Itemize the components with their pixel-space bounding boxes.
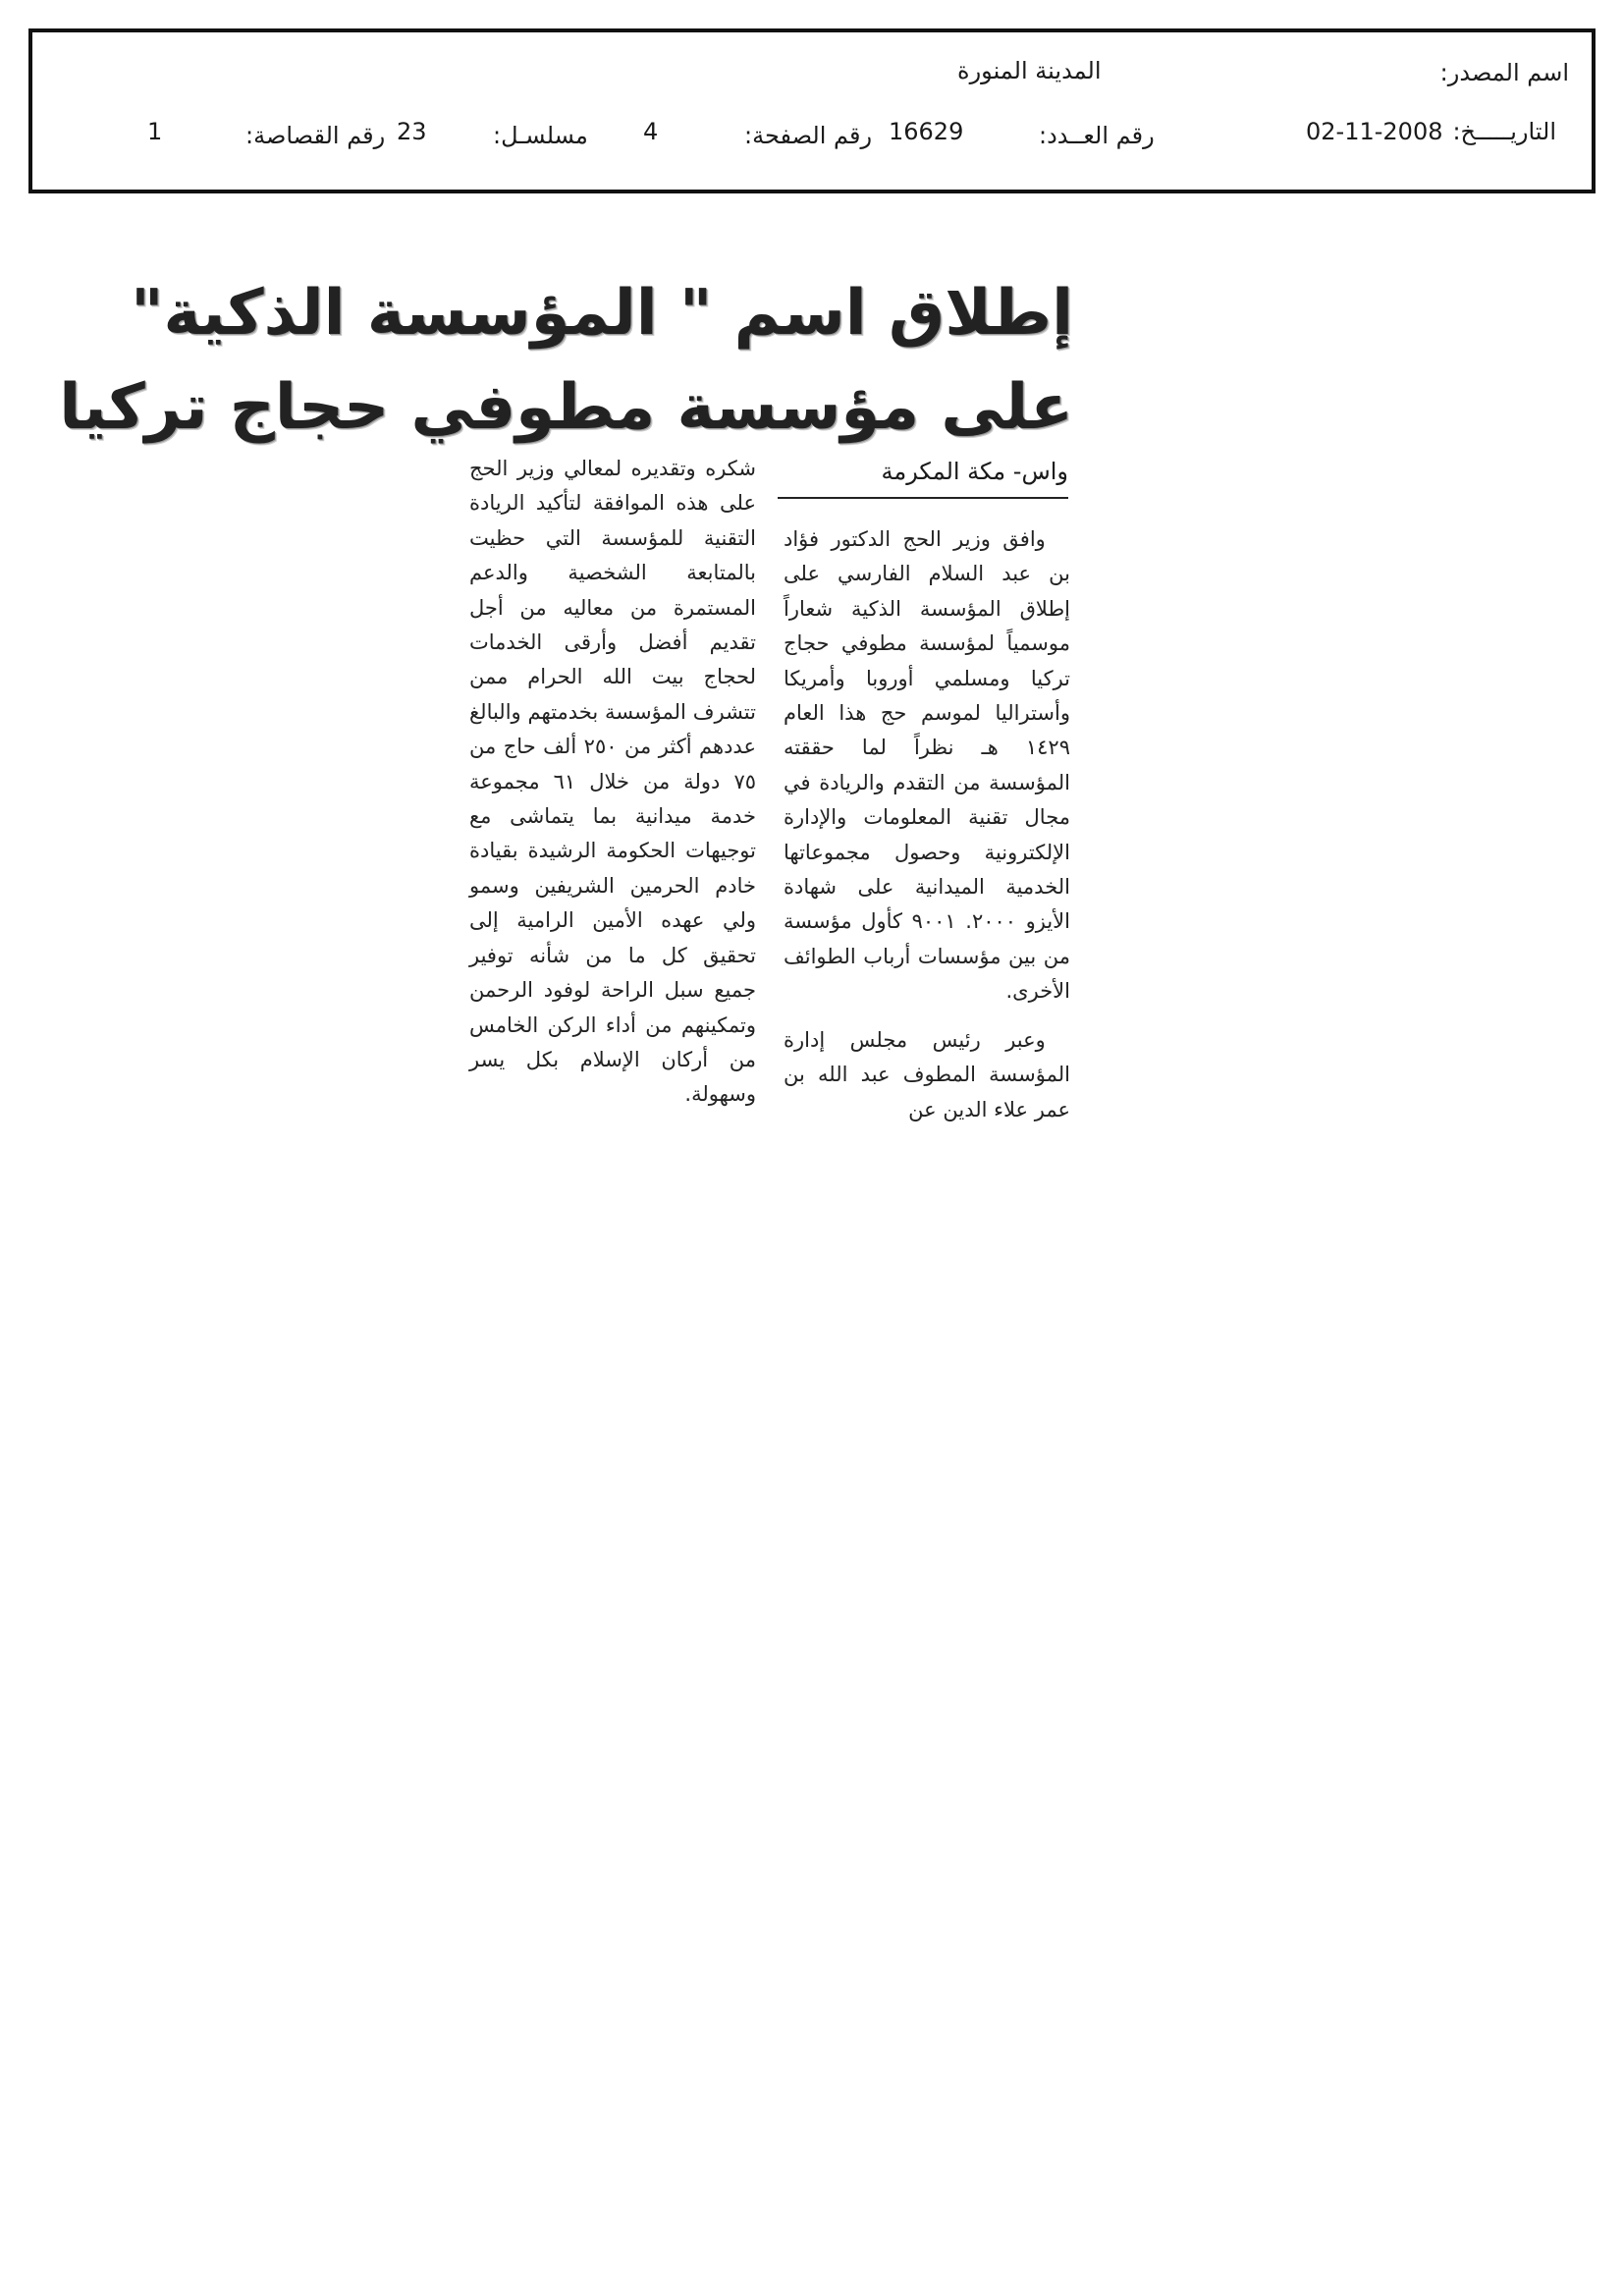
date-value: 02-11-2008: [1306, 118, 1443, 145]
page-label: رقم الصفحة:: [744, 122, 873, 149]
article-title-line-1: إطلاق اسم " المؤسسة الذكية": [131, 277, 1073, 350]
source-value: المدينة المنورة: [957, 57, 1102, 84]
article-column-left: [469, 452, 756, 1113]
article-title-line-2: على مؤسسة مطوفي حجاج تركيا: [59, 371, 1073, 444]
article-paragraph: شكره وتقديره لمعالي وزير الحج على هذه الموافقة لتأكيد الريادة التقنية للمؤسسة التي حظيت بالمتابعة الشخصية والدعم المستمرة من معاليه من أجل تقديم أفضل وأرقى الخدمات لحجاج بيت الله الحرام ممن تتشرف المؤسسة بخدمتهم والبالغ عددهم أكثر من ٢٥٠ ألف حاج من ٧٥ دولة من خلال ٦١ مجموعة خدمة ميدانية بما يتماشى مع توجيهات الحكومة الرشيدة بقيادة خادم الحرمين الشريفين وسمو ولي عهده الأمين الرامية إلى تحقيق كل ما من شأنه توفير جميع سبل الراحة لوفود الرحمن وتمكينهم من أداء الركن الخامس من أركان الإسلام بكل يسر وسهولة.: [469, 457, 756, 1107]
issue-value: 16629: [889, 118, 964, 145]
article-column-right: [784, 522, 1070, 1127]
source-label: اسم المصدر:: [1439, 59, 1569, 86]
clip-label: رقم القصاصة:: [245, 122, 386, 149]
serial-value: 23: [397, 118, 427, 145]
serial-label: مسلسـل:: [493, 122, 588, 149]
clipping-header-box: [28, 28, 1596, 193]
article-paragraph: وافق وزير الحج الدكتور فؤاد بن عبد السلام الفارسي على إطلاق المؤسسة الذكية شعاراً موسمياً لمؤسسة مطوفي حجاج تركيا ومسلمي أوروبا وأمريكا وأستراليا لموسم حج هذا العام ١٤٢٩ هـ نظراً لما حققته المؤسسة من التقدم والريادة في مجال تقنية المعلومات والإدارة الإلكترونية وحصول مجموعاتها الخدمية الميدانية على شهادة الأيزو ٢٠٠٠. ٩٠٠١ كأول مؤسسة من بين مؤسسات أرباب الطوائف الأخرى.: [784, 527, 1070, 1004]
page-value: 4: [643, 118, 659, 145]
article-paragraph: وعبر رئيس مجلس إدارة المؤسسة المطوف عبد الله بن عمر علاء الدين عن: [784, 1027, 1070, 1121]
clip-value: 1: [147, 118, 163, 145]
article-byline: واس- مكة المكرمة: [778, 458, 1068, 499]
date-label: التاريـــــخ:: [1452, 118, 1556, 145]
issue-label: رقم العــدد:: [1039, 122, 1155, 149]
